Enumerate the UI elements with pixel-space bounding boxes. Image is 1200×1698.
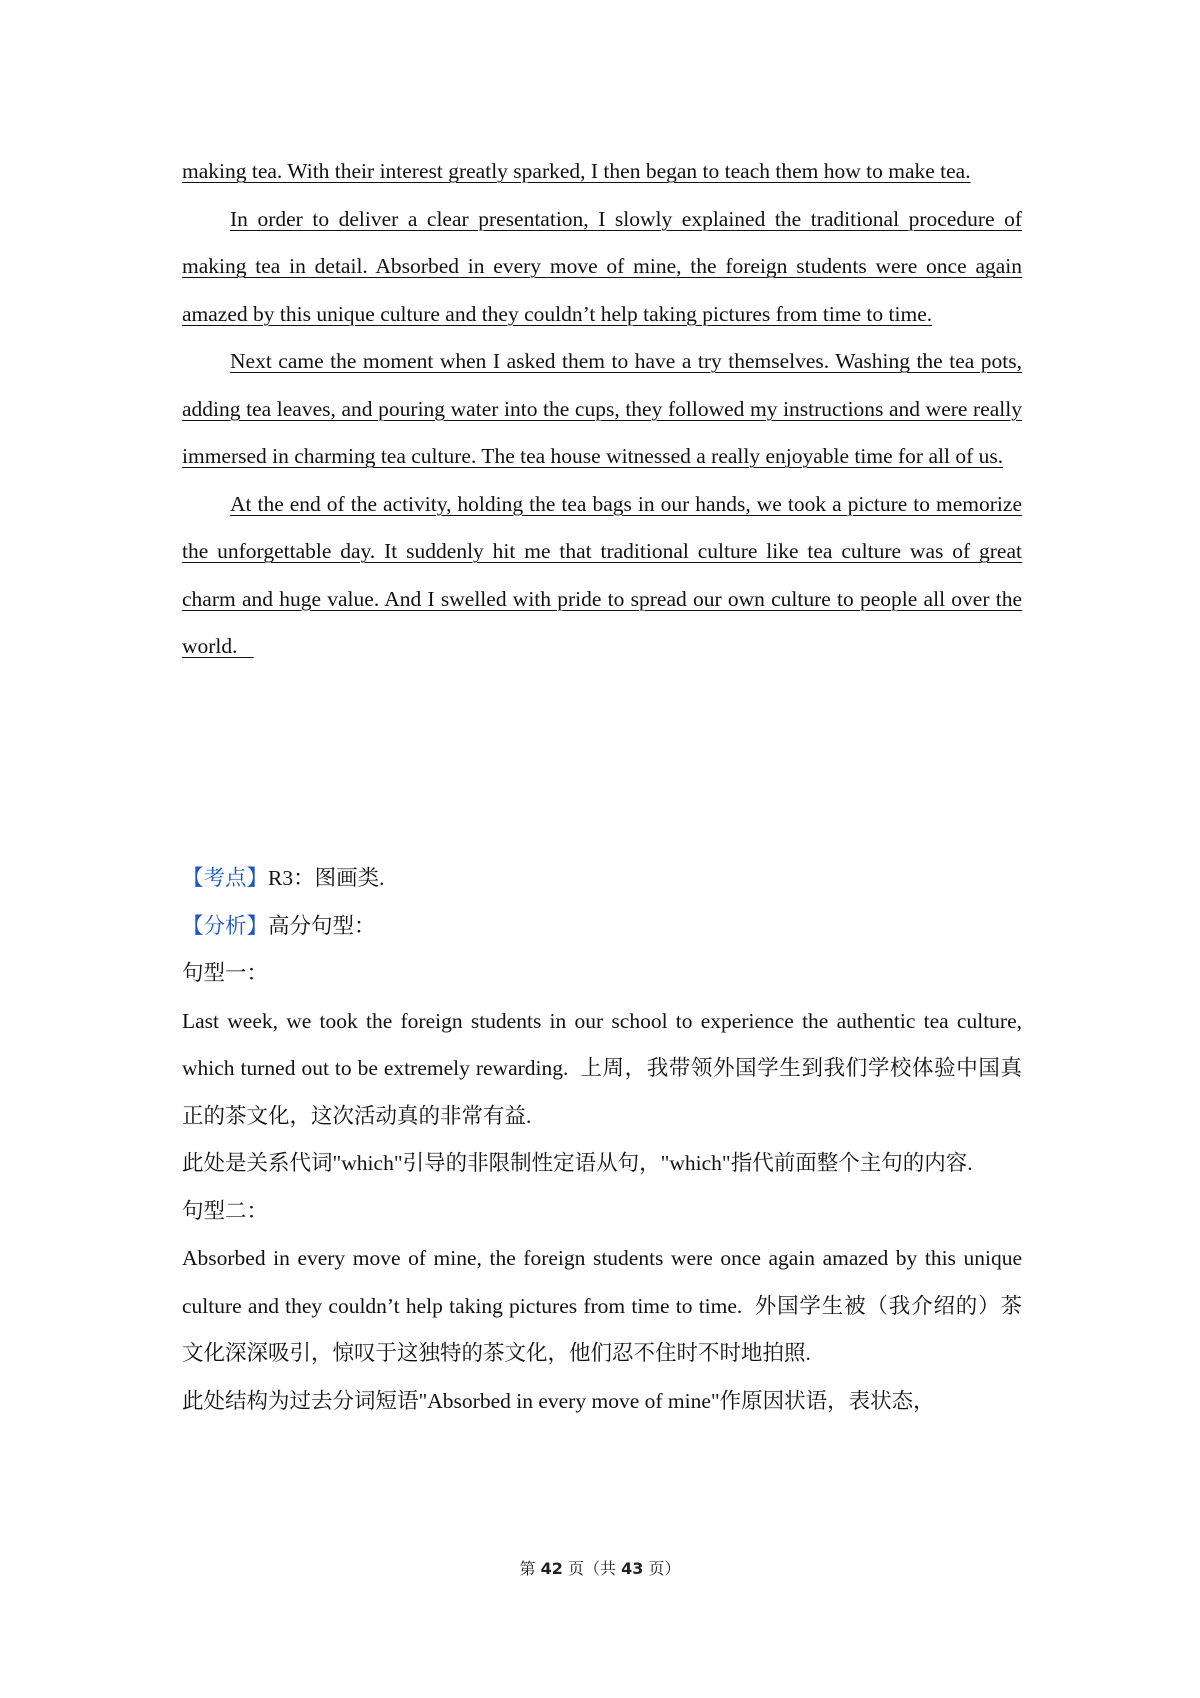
essay-paragraph-4-text: At the end of the activity, holding the tea bags in our hands, we took a picture to memorize the unforgettable day. It suddenly hit me that traditional culture like tea culture was of great charm and huge value. And I swelled with pride to spread our own culture to people all over the world. bbox=[182, 491, 1022, 658]
page-footer bbox=[0, 1556, 1200, 1579]
fenxi-text: 高分句型： bbox=[268, 913, 376, 938]
pattern2-english: Absorbed in every move of mine, the foreign students were once again amazed by this unique culture and they couldn’t help taking pictures from time to time. bbox=[182, 1246, 1022, 1318]
footer-prefix: 第 bbox=[519, 1559, 541, 1578]
pattern2-title: 句型二： bbox=[182, 1198, 269, 1223]
footer-total-pages: 43 bbox=[621, 1559, 644, 1578]
pattern1-note: 此处是关系代词"which"引导的非限制性定语从句，"which"指代前面整个主句的内容. bbox=[182, 1151, 973, 1175]
fenxi-label: 【分析】 bbox=[182, 913, 269, 938]
footer-middle: 页（共 bbox=[562, 1559, 622, 1578]
footer-page-number: 42 bbox=[540, 1559, 563, 1578]
pattern1-title: 句型一： bbox=[182, 961, 269, 985]
kaodian-label: 【考点】 bbox=[182, 866, 269, 890]
fenxi-line bbox=[182, 903, 1022, 951]
answer-analysis bbox=[182, 855, 1022, 1425]
pattern1-english: Last week, we took the foreign students in our school to experience the authentic tea culture, which turned out to be extremely rewarding. bbox=[182, 1008, 1022, 1080]
kaodian-line bbox=[182, 855, 1022, 903]
essay-paragraph-3 bbox=[182, 338, 1022, 481]
essay-paragraph-2-text: In order to deliver a clear presentation, I slowly explained the traditional procedure of making tea in detail. Absorbed in every move of mine, the foreign students were once again amazed by this unique culture and they couldn’t help taking pictures from time to time. bbox=[182, 206, 1022, 326]
pattern1-chinese: 上周，我带领外国学生到我们学校体验中国真正的茶文化，这次活动真的非常有益. bbox=[182, 1056, 1022, 1128]
footer-suffix: 页） bbox=[643, 1559, 681, 1578]
essay-paragraph-1 bbox=[182, 148, 1022, 196]
essay-trailing-blank bbox=[238, 634, 254, 658]
essay-paragraph-1-text: making tea. With their interest greatly sparked, I then began to teach them how to make tea. bbox=[182, 159, 971, 183]
essay-paragraph-4 bbox=[182, 481, 1022, 671]
model-essay bbox=[182, 148, 1022, 671]
essay-paragraph-3-text: Next came the moment when I asked them to have a try themselves. Washing the tea pots, adding tea leaves, and pouring water into the cups, they followed my instructions and were really immersed in charming tea culture. The tea house witnessed a really enjoyable time for all of us. bbox=[182, 349, 1022, 468]
pattern2-chinese: 外国学生被（我介绍的）茶文化深深吸引，惊叹于这独特的茶文化，他们忍不住时不时地拍照. bbox=[182, 1293, 1022, 1365]
pattern2-example bbox=[182, 1235, 1022, 1378]
essay-paragraph-2 bbox=[182, 196, 1022, 339]
pattern1-example bbox=[182, 998, 1022, 1141]
kaodian-text: R3：图画类. bbox=[268, 866, 385, 890]
pattern2-note: 此处结构为过去分词短语"Absorbed in every move of mine"作原因状语，表状态， bbox=[182, 1388, 935, 1413]
